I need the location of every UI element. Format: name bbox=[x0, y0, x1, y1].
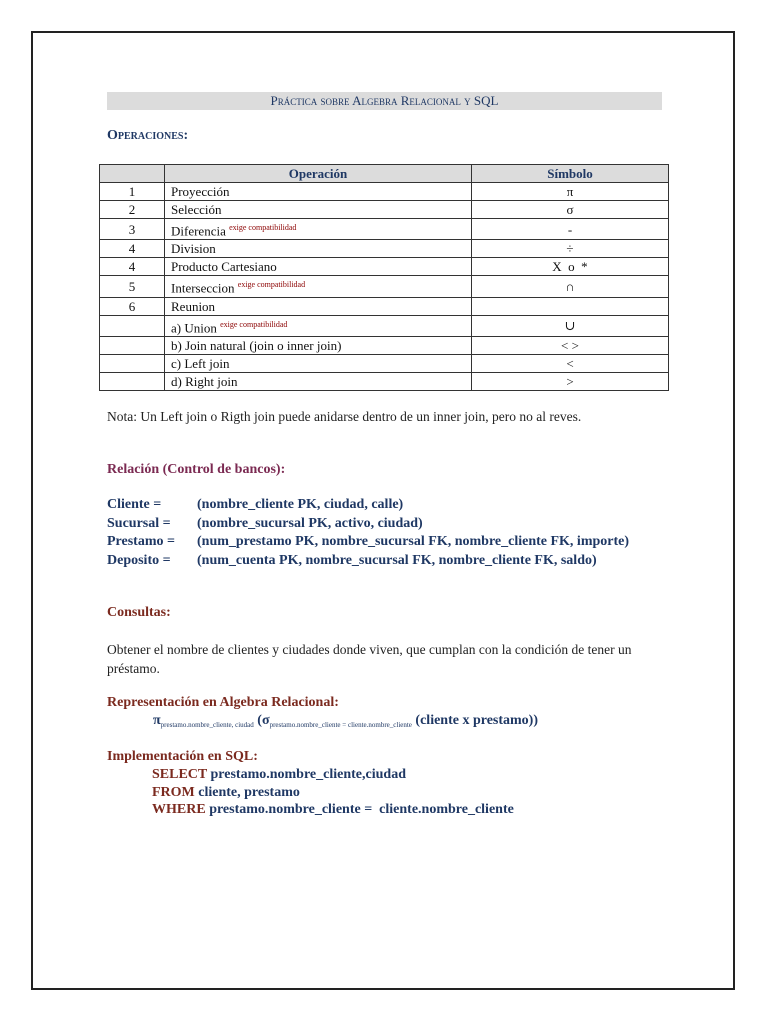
header-num bbox=[100, 165, 165, 183]
formula-rest: (cliente x prestamo)) bbox=[415, 713, 539, 728]
row-operation bbox=[165, 276, 472, 297]
page-title: Práctica sobre Algebra Relacional y SQL bbox=[107, 92, 662, 110]
sql-keyword: WHERE bbox=[152, 802, 206, 817]
relation-name: Deposito = bbox=[107, 552, 171, 568]
row-operation bbox=[165, 354, 472, 372]
relation-name: Cliente = bbox=[107, 497, 162, 512]
nota-text: Nota: Un Left join o Rigth join puede anidarse dentro de un inner join, pero no al reves. bbox=[107, 409, 582, 424]
row-num: 4 bbox=[100, 240, 165, 258]
operation-name: d) Right join bbox=[171, 373, 238, 389]
table-row bbox=[100, 240, 669, 258]
table-row bbox=[100, 201, 669, 219]
row-operation bbox=[165, 336, 472, 354]
implementacion-heading: Implementación en SQL: bbox=[107, 749, 258, 764]
table-row bbox=[100, 258, 669, 276]
table-row bbox=[100, 276, 669, 297]
row-operation bbox=[165, 315, 472, 336]
table-row bbox=[100, 336, 669, 354]
relation-definition: (num_cuenta PK, nombre_sucursal FK, nombre_cliente FK, saldo) bbox=[197, 552, 597, 568]
operation-name: Selección bbox=[171, 202, 222, 217]
relation-definition: (num_prestamo PK, nombre_sucursal FK, nombre_cliente FK, importe) bbox=[197, 534, 630, 549]
row-symbol bbox=[472, 297, 669, 315]
row-symbol: > bbox=[472, 372, 669, 390]
operation-name: c) Left join bbox=[171, 355, 230, 371]
relation-row bbox=[107, 534, 629, 553]
relation-definition: (nombre_cliente PK, ciudad, calle) bbox=[197, 497, 404, 512]
header-simbolo: Símbolo bbox=[472, 165, 669, 183]
row-num: 2 bbox=[100, 201, 165, 219]
sql-body: prestamo.nombre_cliente,ciudad bbox=[210, 767, 406, 782]
operation-name: b) Join natural (join o inner join) bbox=[171, 337, 342, 353]
sql-block bbox=[152, 767, 514, 820]
row-num: 3 bbox=[100, 219, 165, 240]
compat-note: exige compatibilidad bbox=[220, 319, 288, 329]
sigma-subscript: prestamo.nombre_cliente = cliente.nombre_cliente bbox=[269, 721, 412, 729]
sql-line bbox=[152, 785, 514, 803]
table-row bbox=[100, 315, 669, 336]
compat-note: exige compatibilidad bbox=[237, 280, 306, 290]
row-num bbox=[100, 315, 165, 336]
row-symbol: < bbox=[472, 354, 669, 372]
header-operacion: Operación bbox=[165, 165, 472, 183]
row-symbol: π bbox=[472, 183, 669, 201]
relation-row bbox=[107, 497, 629, 516]
table-row bbox=[100, 354, 669, 372]
table-row bbox=[100, 219, 669, 240]
operation-name: Interseccion bbox=[171, 280, 235, 296]
operation-name: a) Union bbox=[171, 319, 217, 335]
operation-name: Diferencia bbox=[171, 223, 226, 239]
relation-name: Prestamo = bbox=[107, 534, 175, 549]
row-num bbox=[100, 354, 165, 372]
operation-name: Proyección bbox=[171, 184, 230, 199]
row-num bbox=[100, 372, 165, 390]
table-header-row bbox=[100, 165, 669, 183]
relational-algebra-formula bbox=[153, 713, 538, 729]
row-symbol: ∩ bbox=[472, 276, 669, 297]
relacion-heading: Relación (Control de bancos): bbox=[107, 462, 286, 477]
operations-table bbox=[99, 164, 669, 391]
row-symbol: σ bbox=[472, 201, 669, 219]
sql-body: prestamo.nombre_cliente = cliente.nombre_cliente bbox=[209, 802, 514, 817]
relation-list bbox=[107, 497, 629, 571]
consulta-text: Obtener el nombre de clientes y ciudades donde viven, que cumplan con la condición de tener un préstamo. bbox=[107, 642, 632, 676]
operation-name: Reunion bbox=[171, 298, 216, 314]
row-operation bbox=[165, 183, 472, 201]
formula-open-paren: ( bbox=[257, 713, 262, 728]
sql-body: cliente, prestamo bbox=[198, 784, 300, 800]
row-operation bbox=[165, 372, 472, 390]
row-symbol: ∪ bbox=[472, 315, 669, 336]
sigma-symbol: σ bbox=[261, 713, 270, 728]
relation-row bbox=[107, 553, 629, 572]
consultas-heading: Consultas: bbox=[107, 605, 171, 620]
sql-line bbox=[152, 802, 514, 820]
pi-symbol: π bbox=[153, 713, 161, 728]
sql-keyword: SELECT bbox=[152, 767, 207, 782]
operation-name: Producto Cartesiano bbox=[171, 259, 277, 275]
row-symbol: ÷ bbox=[472, 240, 669, 258]
row-num: 5 bbox=[100, 276, 165, 297]
row-operation bbox=[165, 240, 472, 258]
table-row bbox=[100, 183, 669, 201]
sql-line bbox=[152, 767, 514, 785]
row-symbol: - bbox=[472, 219, 669, 240]
row-num: 1 bbox=[100, 183, 165, 201]
row-symbol: X o * bbox=[472, 258, 669, 276]
relation-definition: (nombre_sucursal PK, activo, ciudad) bbox=[197, 515, 423, 531]
row-symbol: < > bbox=[472, 336, 669, 354]
operaciones-heading: Operaciones: bbox=[107, 128, 189, 143]
table-row bbox=[100, 297, 669, 315]
row-operation bbox=[165, 219, 472, 240]
row-num bbox=[100, 336, 165, 354]
representacion-heading: Representación en Algebra Relacional: bbox=[107, 695, 339, 710]
sql-keyword: FROM bbox=[152, 784, 195, 800]
pi-subscript: prestamo.nombre_cliente, ciudad bbox=[160, 721, 254, 729]
relation-name: Sucursal = bbox=[107, 515, 171, 531]
compat-note: exige compatibilidad bbox=[229, 223, 297, 232]
row-operation bbox=[165, 258, 472, 276]
row-num: 4 bbox=[100, 258, 165, 276]
table-row bbox=[100, 372, 669, 390]
operation-name: Division bbox=[171, 241, 216, 257]
relation-row bbox=[107, 516, 629, 535]
row-num: 6 bbox=[100, 297, 165, 315]
row-operation bbox=[165, 297, 472, 315]
row-operation bbox=[165, 201, 472, 219]
